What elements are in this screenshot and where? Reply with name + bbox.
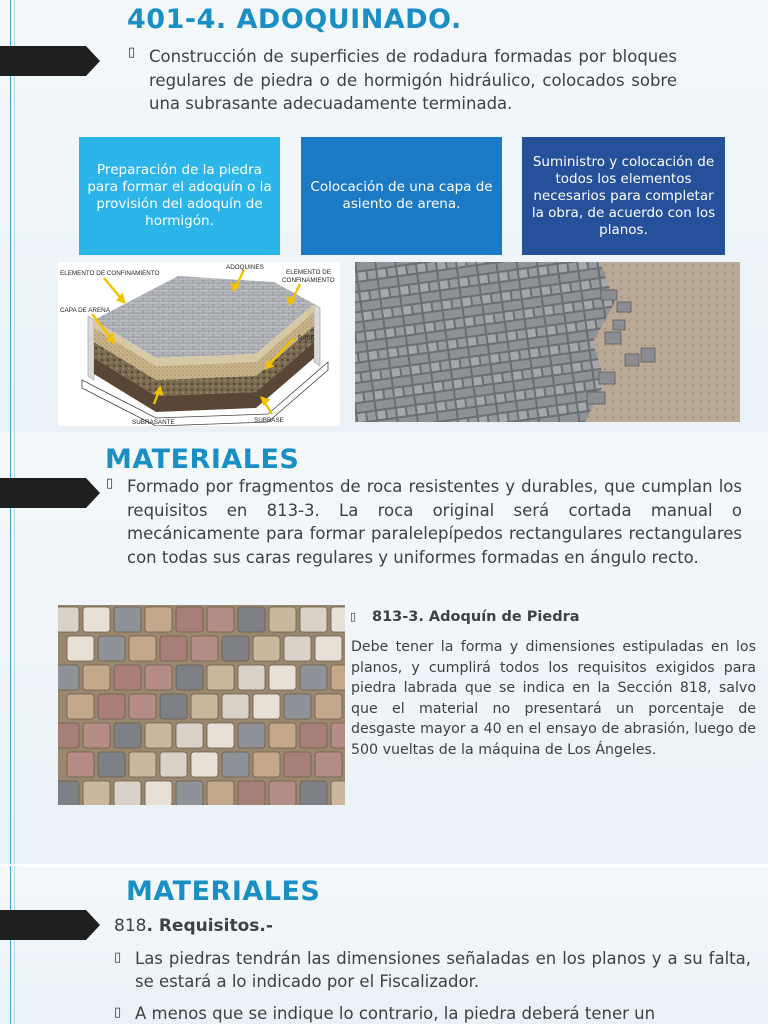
paver-stone-block bbox=[269, 665, 296, 690]
chevron-arrow-icon bbox=[0, 46, 100, 76]
paver-stone-block bbox=[331, 665, 345, 690]
paver-stone-block bbox=[331, 781, 345, 805]
paver-stone-block bbox=[331, 607, 345, 632]
requisitos-bullet-text: A menos que se indique lo contrario, la piedra deberá tener un bbox=[135, 1004, 656, 1023]
stone-photo-drawing bbox=[58, 605, 345, 805]
paver-stone-block bbox=[284, 752, 311, 777]
sub-text: Debe tener la forma y dimensiones estipuladas en los planos, y cumplirá todos los requisitos exigidos para piedra labrada que se indica en la Sección 818, salvo que el material no presentará un porcentaje de desgaste mayor a 40 en el ensayo de abrasión, luego de 500 vueltas de la máquina de Los Ángeles. bbox=[351, 639, 756, 758]
paver-stone-block bbox=[207, 781, 234, 805]
slide-title-period: . bbox=[450, 4, 462, 35]
pavement-cross-section-diagram bbox=[58, 262, 340, 426]
paver-stone-block bbox=[58, 723, 79, 748]
paver-stone-block bbox=[300, 607, 327, 632]
paver-stone-block bbox=[145, 607, 172, 632]
paver-stone-block bbox=[222, 752, 249, 777]
paver-stone-block bbox=[98, 636, 125, 661]
requisitos-heading bbox=[114, 916, 273, 936]
paver-stone-block bbox=[83, 607, 110, 632]
process-step-box bbox=[522, 137, 725, 255]
paver-stone-block bbox=[67, 636, 94, 661]
slide-title-text: 401-4. ADOQUINADO bbox=[127, 4, 451, 35]
paver-stone-block bbox=[58, 607, 79, 632]
chevron-arrow-icon bbox=[0, 910, 100, 940]
requisitos-bullet-text: Las piedras tendrán las dimensiones señaladas en los planos y a su falta, se estará a lo indicado por el Fiscalizador. bbox=[135, 949, 751, 991]
paver-stone-block bbox=[58, 665, 79, 690]
paver-stone-block bbox=[238, 665, 265, 690]
paver-stone-block bbox=[67, 694, 94, 719]
paver-stone-block bbox=[114, 723, 141, 748]
diagram-label: CAPA DE ARENA bbox=[60, 307, 110, 314]
paver-stone-block bbox=[253, 752, 280, 777]
paver-stone-block bbox=[284, 694, 311, 719]
intro-bullet-text: Construcción de superficies de rodadura formadas por bloques regulares de piedra o de hormigón hidráulico, colocados sobre una subrasante adecuadamente terminada. bbox=[149, 47, 677, 113]
slide-adoquinado bbox=[0, 0, 768, 432]
paver-stone-block bbox=[269, 723, 296, 748]
paver-installation-photo bbox=[355, 262, 740, 422]
square-bullet-icon: ▯ bbox=[114, 1005, 122, 1020]
paver-stone-block bbox=[129, 694, 156, 719]
paver-stone-block bbox=[315, 694, 342, 719]
diagram-label: ELEMENTO DE CONFINAMIENTO bbox=[60, 270, 160, 277]
process-step-box bbox=[79, 137, 280, 255]
paver-stone-block bbox=[98, 694, 125, 719]
diagram-label: CONFINAMIENTO bbox=[282, 277, 335, 284]
process-step-box bbox=[301, 137, 502, 255]
process-step-text: Colocación de una capa de asiento de arena. bbox=[310, 179, 493, 212]
process-step-text: Suministro y colocación de todos los elementos necesarios para completar la obra, de acuerdo con los planos. bbox=[531, 153, 716, 238]
paver-stone-block bbox=[207, 607, 234, 632]
diagram-label: SUBRASANTE bbox=[132, 419, 175, 426]
paver-stone-block bbox=[207, 665, 234, 690]
slide-title: MATERIALES bbox=[105, 444, 300, 475]
paver-stone-block bbox=[300, 781, 327, 805]
paver-stone-block bbox=[315, 636, 342, 661]
paver-stone-block bbox=[238, 781, 265, 805]
paver-stone-block bbox=[269, 781, 296, 805]
paver-stone-block bbox=[83, 781, 110, 805]
paver-stone-block bbox=[238, 607, 265, 632]
paver-stone-block bbox=[284, 636, 311, 661]
slide-title: MATERIALES bbox=[126, 876, 321, 907]
paver-stone-block bbox=[191, 694, 218, 719]
paver-stone-block bbox=[67, 752, 94, 777]
paver-stone-block bbox=[222, 694, 249, 719]
slide-rule-line-secondary bbox=[14, 866, 15, 1024]
paver-stone-block bbox=[176, 781, 203, 805]
paver-stone-block bbox=[331, 723, 345, 748]
paver-photo-drawing bbox=[355, 262, 740, 422]
paver-stone-block bbox=[300, 723, 327, 748]
paver-stone-block bbox=[58, 781, 79, 805]
slide-materiales-requisitos bbox=[0, 866, 768, 1024]
slide-title bbox=[127, 4, 462, 35]
paver-stone-block bbox=[145, 723, 172, 748]
paver-stone-block bbox=[222, 636, 249, 661]
paver-stone-block bbox=[114, 607, 141, 632]
paver-stone-block bbox=[160, 752, 187, 777]
paver-stone-block bbox=[176, 665, 203, 690]
paver-stone-block bbox=[114, 665, 141, 690]
paver-stone-block bbox=[253, 694, 280, 719]
paver-stone-block bbox=[114, 781, 141, 805]
paver-stone-block bbox=[176, 607, 203, 632]
paver-stone-block bbox=[145, 665, 172, 690]
diagram-label: ADOQUINES bbox=[226, 264, 264, 271]
square-bullet-icon: ▯ bbox=[106, 476, 114, 491]
paver-stone-block bbox=[129, 752, 156, 777]
paver-stone-block bbox=[300, 665, 327, 690]
paver-stone-block bbox=[83, 665, 110, 690]
square-bullet-icon: ▯ bbox=[114, 950, 122, 965]
square-bullet-icon: ▯ bbox=[350, 610, 357, 623]
square-bullet-icon: ▯ bbox=[128, 45, 136, 60]
paver-stone-block bbox=[315, 752, 342, 777]
process-step-text: Preparación de la piedra para formar el adoquín o la provisión del adoquín de hormigón. bbox=[87, 162, 272, 229]
paver-stone-block bbox=[98, 752, 125, 777]
paver-stone-block bbox=[191, 636, 218, 661]
diagram-label: BASE bbox=[298, 335, 315, 342]
paver-stone-block bbox=[160, 694, 187, 719]
paver-stone-block bbox=[83, 723, 110, 748]
diagram-label: ELEMENTO DE bbox=[286, 269, 332, 276]
paver-stone-block bbox=[269, 607, 296, 632]
paver-stone-block bbox=[253, 636, 280, 661]
paver-stone-block bbox=[207, 723, 234, 748]
requisitos-heading-text: . Requisitos.- bbox=[146, 916, 273, 936]
paver-stone-block bbox=[160, 636, 187, 661]
paver-stone-block bbox=[238, 723, 265, 748]
sub-heading: 813-3. Adoquín de Piedra bbox=[372, 609, 580, 625]
chevron-arrow-icon bbox=[0, 478, 100, 508]
slide-materiales bbox=[0, 432, 768, 864]
stone-pavers-photo bbox=[58, 605, 345, 805]
diagram-label: SUBBASE bbox=[254, 417, 284, 424]
paver-stone-block bbox=[176, 723, 203, 748]
cross-section-drawing bbox=[58, 262, 340, 426]
paver-stone-block bbox=[191, 752, 218, 777]
materials-bullet-text: Formado por fragmentos de roca resistentes y durables, que cumplan los requisitos en 813-3. La roca original será cortada manual o mecánicamente para formar paralelepípedos rectangulares rectangulares con todas sus caras regulares y uniformes formadas en ángulo recto. bbox=[127, 477, 742, 567]
paver-stone-block bbox=[129, 636, 156, 661]
paver-stone-block bbox=[145, 781, 172, 805]
requisitos-heading-number: 818 bbox=[114, 916, 147, 936]
slide-rule-line bbox=[10, 866, 11, 1024]
